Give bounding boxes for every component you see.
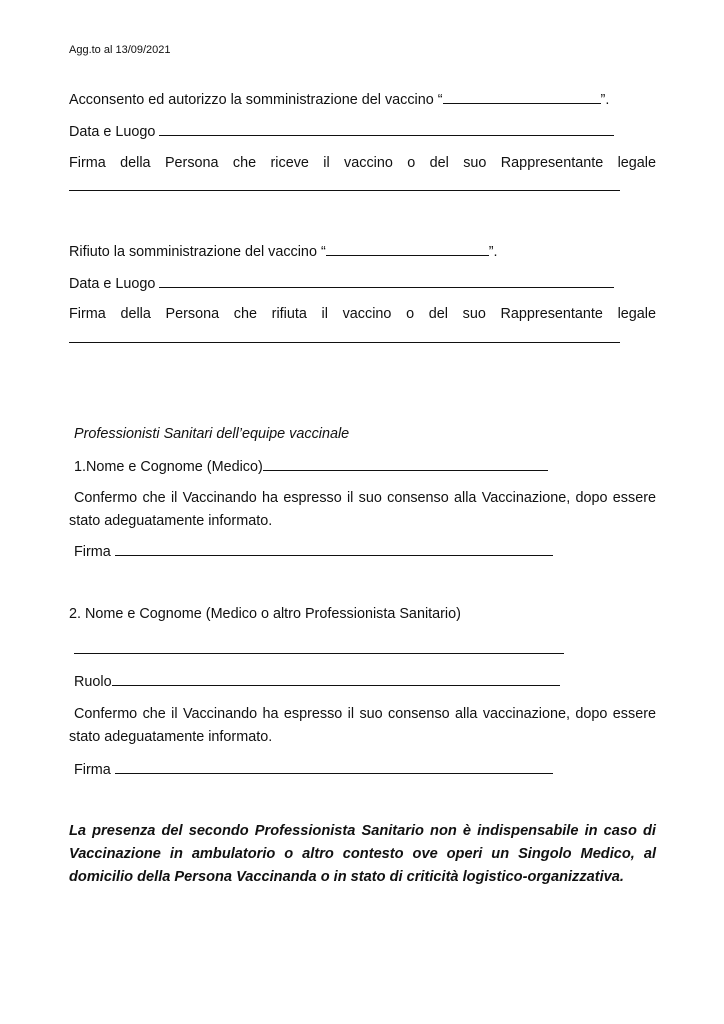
team-heading: Professionisti Sanitari dell’equipe vaccinale <box>74 426 350 442</box>
refusal-statement <box>69 241 656 261</box>
refusal-signature-label: Firma della Persona che rifiuta il vaccino o del suo Rappresentante legale <box>69 306 656 322</box>
pro1-name-label: 1.Nome e Cognome (Medico) <box>74 459 263 475</box>
consent-date-place-row <box>69 121 656 141</box>
pro2-confirm-label: Confermo che il Vaccinando ha espresso il suo consenso alla vaccinazione, dopo essere stato adeguatamente informato. <box>69 706 656 745</box>
pro2-name-field[interactable] <box>74 653 564 654</box>
pro1-confirm-label: Confermo che il Vaccinando ha espresso il suo consenso alla Vaccinazione, dopo essere stato adeguatamente informato. <box>69 490 656 529</box>
refusal-date-place-row <box>69 273 656 293</box>
consent-label: Acconsento ed autorizzo la somministrazione del vaccino “ <box>69 92 443 108</box>
refused-vaccine-field[interactable] <box>326 241 489 256</box>
pro2-role-label: Ruolo <box>74 674 112 690</box>
pro2-role-field[interactable] <box>112 671 560 686</box>
pro2-role-row <box>74 671 661 691</box>
consent-label-close: ”. <box>600 92 610 108</box>
consent-signature-label: Firma della Persona che riceve il vaccino o del suo Rappresentante legale <box>69 155 656 171</box>
pro2-sign-field[interactable] <box>115 759 553 774</box>
pro1-name-field[interactable] <box>263 456 548 471</box>
pro1-sign-label: Firma <box>74 544 111 560</box>
refusal-label: Rifiuto la somministrazione del vaccino “ <box>69 244 326 260</box>
document-header-date: Agg.to al 13/09/2021 <box>69 44 171 56</box>
vaccine-name-field[interactable] <box>443 89 601 104</box>
refusal-date-place-field[interactable] <box>159 273 614 288</box>
pro2-confirm-text <box>69 703 656 748</box>
footer-note: La presenza del secondo Professionista Sanitario non è indispensabile in caso di Vaccinazione in ambulatorio o altro contesto ove operi un Singolo Medico, al domicilio della Persona Vaccinanda o in stato di criticità logistico-organizzativa. <box>69 823 656 885</box>
pro1-sign-row <box>74 541 661 561</box>
refusal-signature-field[interactable] <box>69 342 620 343</box>
refusal-label-close: ”. <box>488 244 498 260</box>
pro2-sign-label: Firma <box>74 762 111 778</box>
pro1-name-row <box>74 456 661 476</box>
pro2-sign-row <box>74 759 661 779</box>
pro1-sign-field[interactable] <box>115 541 553 556</box>
consent-signature-field[interactable] <box>69 190 620 191</box>
consent-date-place-field[interactable] <box>159 121 614 136</box>
pro1-confirm-text <box>69 487 656 532</box>
pro2-name-label: 2. Nome e Cognome (Medico o altro Professionista Sanitario) <box>69 606 461 622</box>
refusal-date-place-label: Data e Luogo <box>69 276 156 292</box>
consent-statement <box>69 89 656 109</box>
consent-date-place-label: Data e Luogo <box>69 124 156 140</box>
